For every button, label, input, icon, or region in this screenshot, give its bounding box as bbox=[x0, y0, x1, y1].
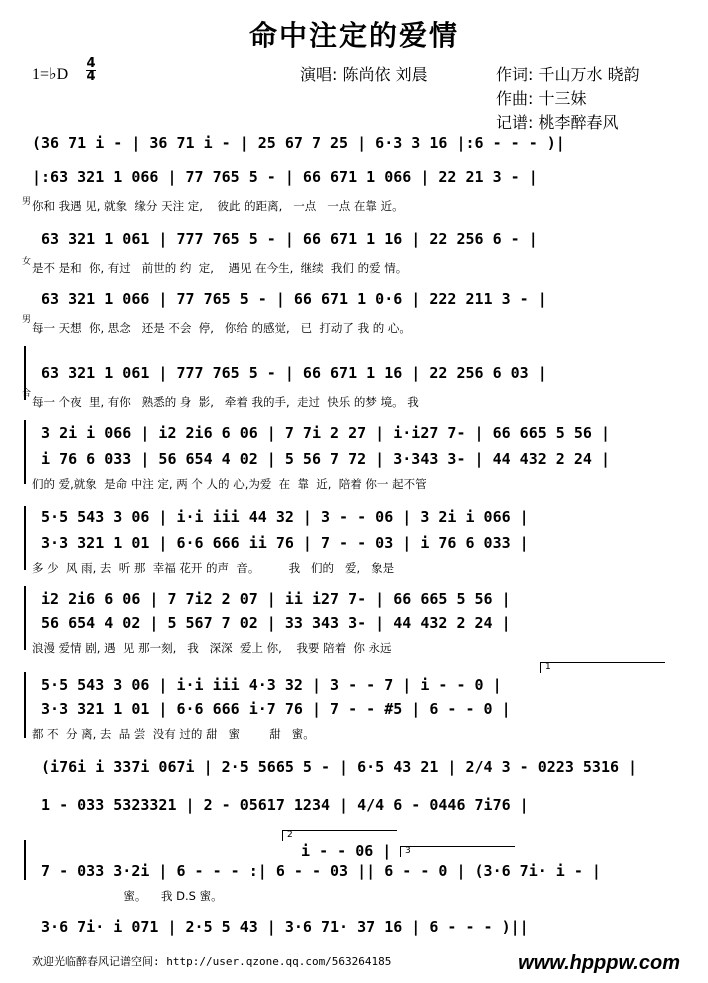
notes: i - - 06 | bbox=[292, 842, 392, 860]
lyric: 每一 个夜 里, 有你 熟悉的 身 影, 牵着 我的手, 走过 快乐 的梦 境。 我 bbox=[32, 395, 419, 409]
staff-brace bbox=[24, 420, 30, 484]
notes: i2 2i6 6 06 | 7 7i2 2 07 | ii i27 7- | 66 665 5 56 | bbox=[32, 590, 511, 608]
staff-brace bbox=[24, 672, 30, 738]
voice-tag: 合 bbox=[22, 389, 32, 399]
notes: 63 321 1 061 | 777 765 5 - | 66 671 1 16 | 22 256 6 - | bbox=[32, 230, 538, 248]
notes: 3·3 321 1 01 | 6·6 666 i·7 76 | 7 - - #5 | 6 - - 0 | bbox=[32, 700, 511, 718]
notes: (36 71 i - | 36 71 i - | 25 67 7 25 | 6·3 3 16 |:6 - - - )| bbox=[32, 134, 565, 152]
lyric: 你和 我遇 见, 就象 缘分 天注 定, 彼此 的距离, 一点 一点 在靠 近。 bbox=[32, 199, 404, 213]
volta-bracket-3: 3 bbox=[400, 846, 515, 857]
song-title: 命中注定的爱情 bbox=[248, 19, 459, 52]
notes: 5·5 543 3 06 | i·i iii 44 32 | 3 - - 06 | 3 2i i 066 | bbox=[32, 508, 529, 526]
notes: 63 321 1 066 | 77 765 5 - | 66 671 1 0·6 | 222 211 3 - | bbox=[32, 290, 547, 308]
lyric: 们的 爱,就象 是命 中注 定, 两 个 人的 心,为爱 在 靠 近, 陪着 你一 起不管 bbox=[32, 477, 427, 491]
key-signature: 1=♭D bbox=[32, 66, 69, 83]
lyric: 浪漫 爱情 剧, 遇 见 那一刻, 我 深深 爱上 你, 我要 陪着 你 永远 bbox=[32, 641, 392, 655]
voice-tag: 男 bbox=[22, 315, 32, 325]
time-signature bbox=[86, 58, 96, 83]
composer-credit: 作曲: 十三妹 bbox=[496, 89, 587, 108]
lyricist-credit: 作词: 千山万水 晓韵 bbox=[496, 65, 640, 84]
lyric: 多 少 风 雨, 去 听 那 幸福 花开 的声 音。 我 们的 爱, 象是 bbox=[32, 561, 395, 575]
transcriber-credit: 记谱: 桃李醉春风 bbox=[496, 113, 619, 132]
staff-brace bbox=[24, 506, 30, 570]
lyric: 是不 是和 你, 有过 前世的 约 定, 遇见 在今生, 继续 我们 的爱 情。 bbox=[32, 261, 408, 275]
notes: 3 2i i 066 | i2 2i6 6 06 | 7 7i 2 27 | i·i27 7- | 66 665 5 56 | bbox=[32, 424, 610, 442]
notes: 63 321 1 061 | 777 765 5 - | 66 671 1 16 | 22 256 6 03 | bbox=[32, 364, 547, 382]
lyric: 每一 天想 你, 思念 还是 不会 停, 你给 的感觉, 已 打动了 我 的 心。 bbox=[32, 321, 411, 335]
singers-credit: 演唱: 陈尚依 刘晨 bbox=[300, 65, 428, 84]
site-watermark: www.hpppw.com bbox=[518, 952, 680, 974]
volta-bracket-2: 2 bbox=[282, 830, 397, 841]
volta-bracket-1: 1 bbox=[540, 662, 665, 673]
notes: i 76 6 033 | 56 654 4 02 | 5 56 7 72 | 3·343 3- | 44 432 2 24 | bbox=[32, 450, 610, 468]
notes: 1 - 033 5323321 | 2 - 05617 1234 | 4/4 6 - 0446 7i76 | bbox=[32, 796, 529, 814]
notes: 3·6 7i· i 071 | 2·5 5 43 | 3·6 71· 37 16 | 6 - - - )|| bbox=[32, 918, 529, 936]
footer-note: 欢迎光临醉春风记谱空间: http://user.qzone.qq.com/563264185 bbox=[32, 955, 392, 968]
meter-bottom: 4 bbox=[86, 69, 96, 84]
staff-brace bbox=[24, 840, 30, 880]
voice-tag: 男 bbox=[22, 197, 32, 207]
notes: 3·3 321 1 01 | 6·6 666 ii 76 | 7 - - 03 | i 76 6 033 | bbox=[32, 534, 529, 552]
notes: 5·5 543 3 06 | i·i iii 4·3 32 | 3 - - 7 | i - - 0 | bbox=[32, 676, 502, 694]
lyric: 都 不 分 离, 去 品 尝 没有 过的 甜 蜜 甜 蜜。 bbox=[32, 727, 315, 741]
lyric: 蜜。 我 D.S 蜜。 bbox=[32, 889, 223, 903]
staff-brace bbox=[24, 586, 30, 650]
notes: |:63 321 1 066 | 77 765 5 - | 66 671 1 066 | 22 21 3 - | bbox=[32, 168, 538, 186]
notes: (i76i i 337i 067i | 2·5 5665 5 - | 6·5 43 21 | 2/4 3 - 0223 5316 | bbox=[32, 758, 638, 776]
notes: 7 - 033 3·2i | 6 - - - :| 6 - - 03 || 6 - - 0 | (3·6 7i· i - | bbox=[32, 862, 601, 880]
meter-top: 4 bbox=[86, 56, 96, 71]
notes: 56 654 4 02 | 5 567 7 02 | 33 343 3- | 44 432 2 24 | bbox=[32, 614, 511, 632]
voice-tag: 女 bbox=[22, 257, 32, 267]
